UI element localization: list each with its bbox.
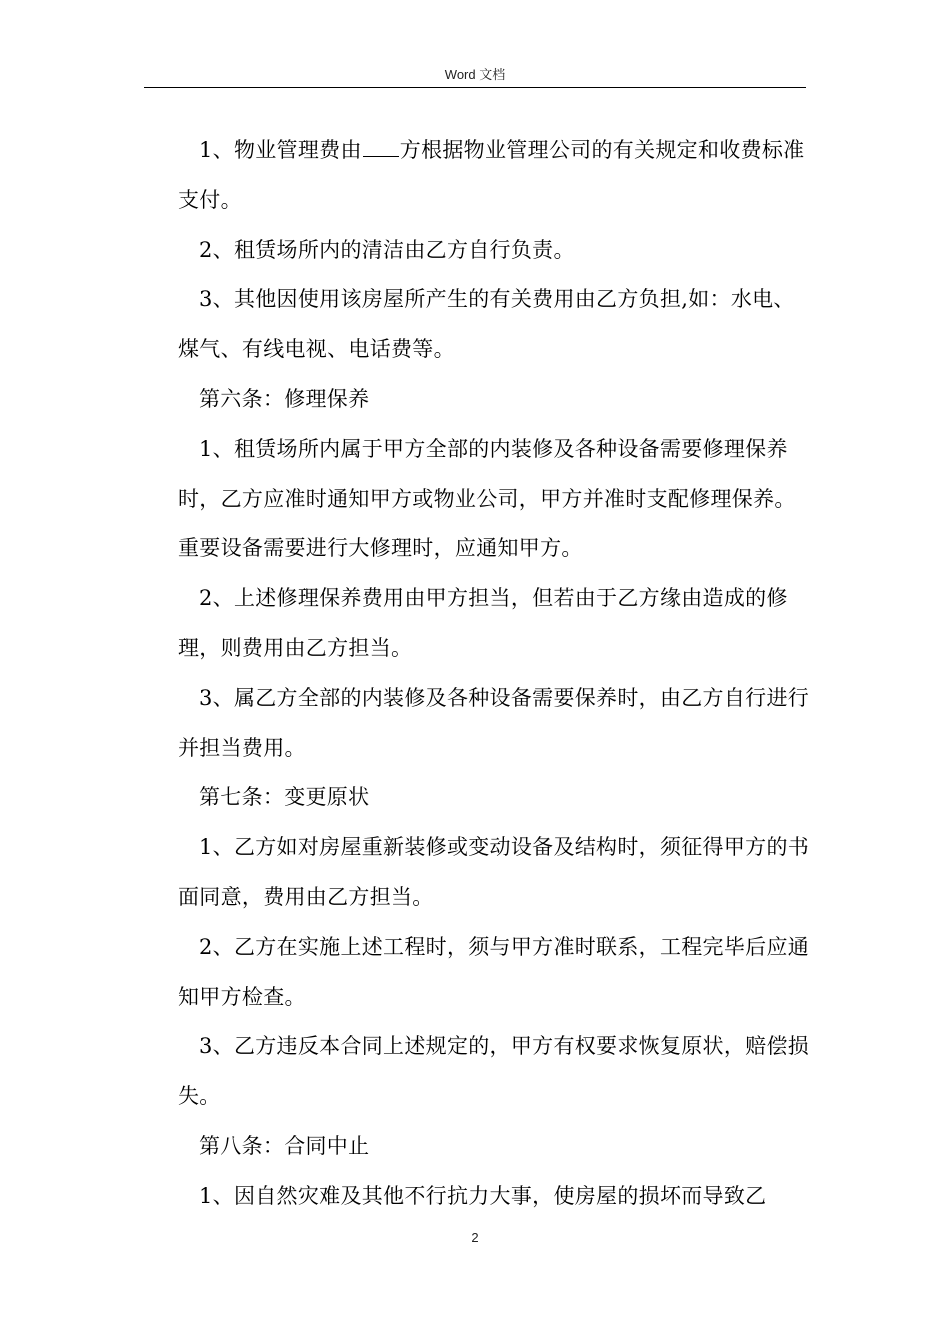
section-heading-article-8: 第八条：合同中止 (199, 1133, 370, 1158)
page-header: Word 文档 (444, 67, 506, 82)
paragraph-change-3: 3、乙方违反本合同上述规定的，甲方有权要求恢复原状，赔偿损失。 (178, 1034, 810, 1109)
paragraph-text-start: 1、物业管理费由 (199, 138, 362, 162)
paragraph-termination-1: 1、因自然灾难及其他不行抗力大事，使房屋的损坏而导致乙 (199, 1183, 767, 1208)
paragraph-repair-3: 3、属乙方全部的内装修及各种设备需要保养时，由乙方自行进行并担当费用。 (178, 685, 810, 760)
paragraph-change-1: 1、乙方如对房屋重新装修或变动设备及结构时，须征得甲方的书面同意，费用由乙方担当。 (178, 835, 810, 909)
paragraph-change-2: 2、乙方在实施上述工程时，须与甲方准时联系，工程完毕后应通知甲方检查。 (178, 934, 810, 1009)
paragraph-other-fees: 3、其他因使用该房屋所产生的有关费用由乙方负担,如：水电、煤气、有线电视、电话费等。 (178, 287, 795, 362)
paragraph-repair-2: 2、上述修理保养费用由甲方担当，但若由于乙方缘由造成的修理，则费用由乙方担当。 (178, 586, 788, 660)
page-number: 2 (471, 1230, 479, 1245)
paragraph-repair-1: 1、租赁场所内属于甲方全部的内装修及各种设备需要修理保养时，乙方应准时通知甲方或物业公司，甲方并准时支配修理保养。重要设备需要进行大修理时，应通知甲方。 (178, 436, 796, 561)
paragraph-text-end: 方根据物业管理公司的有关规定和收费标准支付。 (178, 138, 805, 212)
fill-in-blank (363, 140, 399, 157)
section-heading-article-7: 第七条：变更原状 (199, 785, 370, 810)
section-heading-article-6: 第六条：修理保养 (199, 386, 370, 411)
paragraph-property-fee (178, 126, 810, 226)
header-divider (144, 87, 806, 88)
document-body (178, 126, 810, 1222)
paragraph-cleaning: 2、租赁场所内的清洁由乙方自行负责。 (199, 237, 575, 262)
